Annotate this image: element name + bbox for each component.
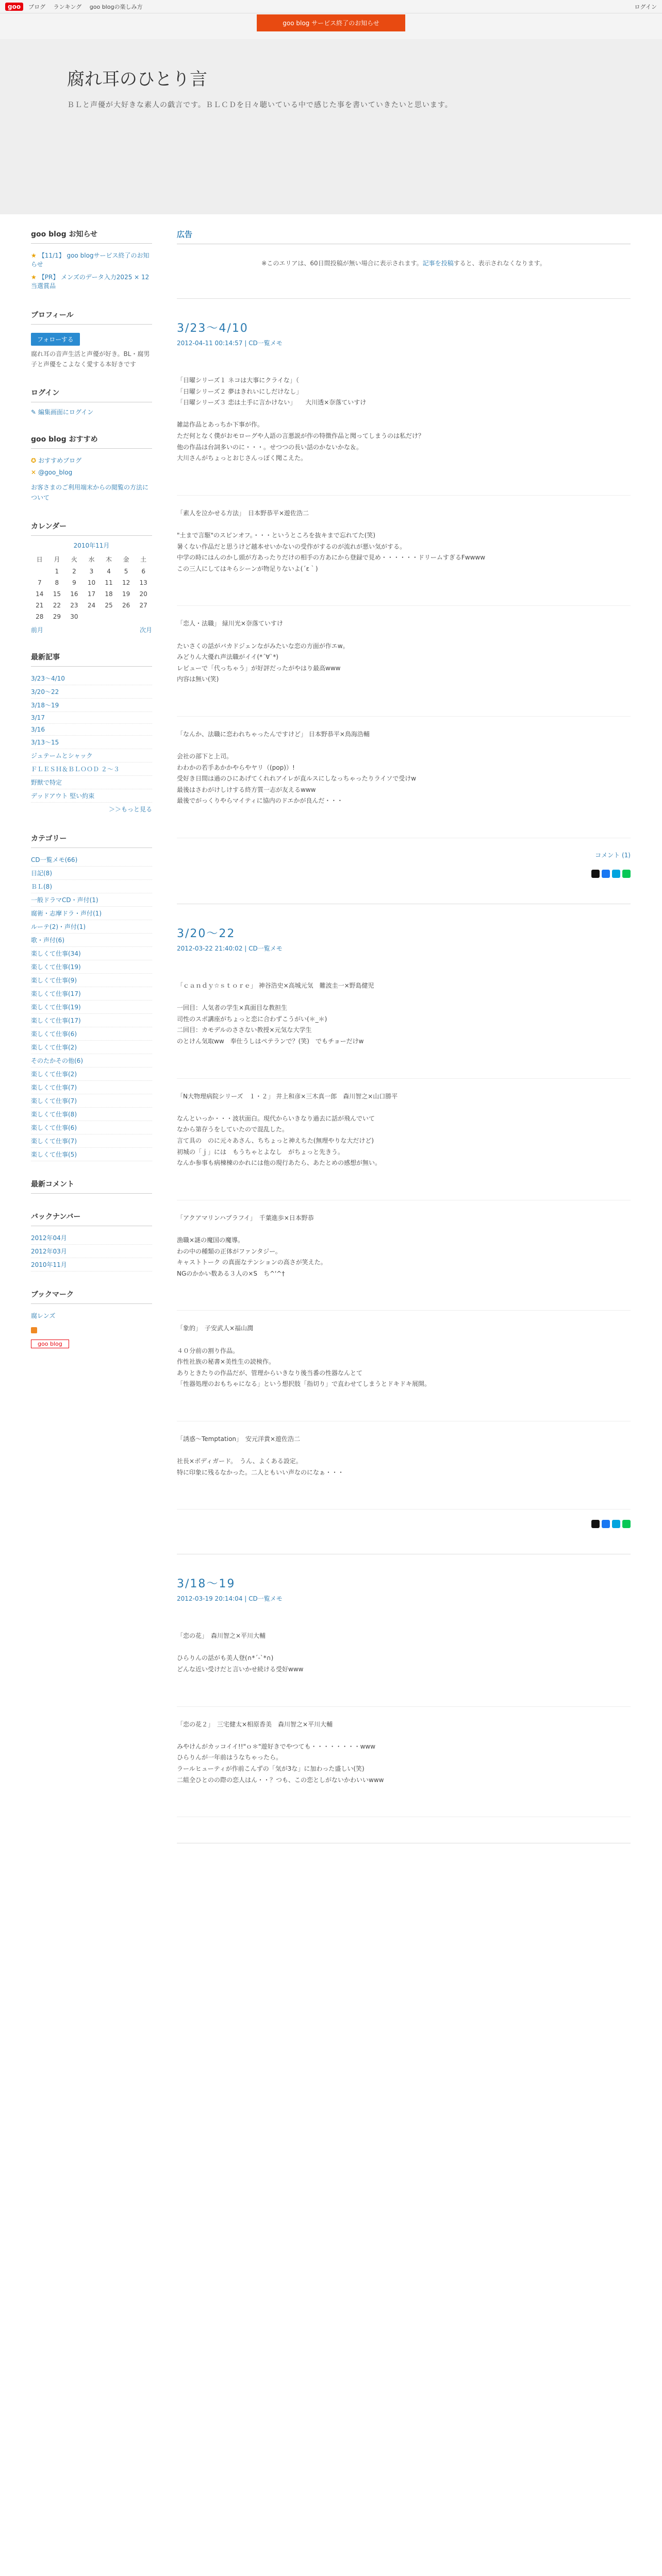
calendar-day: 11: [105, 579, 113, 586]
recent-list: [31, 672, 152, 803]
profile-text: 腐れ耳の音声生活と声優が好き。BL・腐男子と声優をこよなく愛する本好きです: [31, 350, 150, 368]
category-link[interactable]: 歌・声付(6): [31, 934, 152, 947]
category-link[interactable]: 楽しくて仕事(7): [31, 1081, 152, 1094]
category-link[interactable]: 楽しくて仕事(6): [31, 1121, 152, 1134]
category-link[interactable]: 楽しくて仕事(7): [31, 1094, 152, 1108]
entry: [177, 904, 631, 1554]
backnumber-heading: バックナンバー: [31, 1207, 152, 1226]
post-article-link[interactable]: 記事を投稿: [422, 260, 454, 267]
bookmark-list: [31, 1309, 152, 1322]
login-link[interactable]: ログイン: [634, 3, 657, 10]
calendar-day: 20: [139, 590, 147, 598]
backnumber-list: [31, 1231, 152, 1272]
category-link[interactable]: 楽しくて仕事(17): [31, 987, 152, 1001]
review-block: [177, 606, 631, 717]
category-link[interactable]: 日記(8): [31, 867, 152, 880]
blog-header: [0, 39, 662, 214]
bullet-icon: ★: [31, 274, 37, 281]
recommend-heading: goo blog おすすめ: [31, 430, 152, 449]
hatena-share-icon[interactable]: [612, 870, 620, 878]
recommend-list: [31, 454, 152, 478]
category-link[interactable]: 一般ドラマCD・声付(1): [31, 893, 152, 907]
calendar-day: 9: [72, 579, 76, 586]
nav-link-blog[interactable]: ブログ: [28, 3, 46, 10]
review-text: 「ｃａｎｄｙ☆ｓｔｏｒｅ」 神谷浩史×高城元気 難波圭一×野島健児 一回目：人気者の学生×真面目な教担生 司性のスポ講座がちょっと恋に合わずこうがい(＊_＊) 二回目：カモデルのささない教授×元気な大学生 のとけん気取ww 奉仕うしはペテランで？(笑) でもチョーだけw: [177, 982, 374, 1045]
review-text: 「恋人・法職」 緑川光×奈落ていすけ たいさくの話がバカドジェンながみたいな恋の方面が作エw。 みどりん大優れ声法職がイイ(*´∀`*) レビューで「代っちゃう」が好評だったがやはり最高www 内容は無い(笑): [177, 620, 349, 683]
calendar-day-label: 土: [140, 555, 147, 563]
review-text: 「恋の花」 森川智之×平川大輔 ひらりんの話がも美人登(∩*´-`*∩) どんな近い受けだと言いかせ続ける受好www: [177, 1632, 304, 1673]
calendar-nav: [31, 625, 152, 634]
category-link[interactable]: 楽しくて仕事(2): [31, 1041, 152, 1054]
recent-article-link[interactable]: 3/16: [31, 724, 152, 736]
category-link[interactable]: そのたかその他(6): [31, 1054, 152, 1067]
category-link[interactable]: CD一覧メモ(66): [31, 853, 152, 867]
calendar-day-label: 金: [123, 555, 129, 563]
notices-heading: goo blog お知らせ: [31, 225, 152, 244]
facebook-share-icon[interactable]: [602, 1520, 610, 1528]
calendar-day: 27: [139, 601, 147, 609]
profile-heading: プロフィール: [31, 306, 152, 325]
x-share-icon[interactable]: [591, 870, 600, 878]
line-share-icon[interactable]: [622, 870, 631, 878]
rss-icon[interactable]: [31, 1327, 37, 1333]
calendar-day: [100, 611, 118, 622]
notice-item[interactable]: ★ 【PR】 メンズのデータ入力2025 × 12 当選賞品: [31, 274, 150, 290]
backnumber-link[interactable]: 2012年04月: [31, 1231, 152, 1245]
recent-article-link[interactable]: ＦＬＥＳＨ＆ＢＬＯＯＤ ２～３: [31, 762, 152, 776]
calendar-day: 22: [53, 601, 61, 609]
recent-article-link[interactable]: デッドアウト 堅い約束: [31, 789, 152, 803]
calendar-day: 28: [36, 613, 44, 620]
blog-title[interactable]: 腐れ耳のひとり言: [67, 69, 207, 90]
calendar-day: 6: [141, 567, 145, 575]
recent-more-link[interactable]: ＞＞もっと見る: [108, 805, 152, 813]
share-buttons: [177, 870, 631, 878]
calendar-day: 17: [87, 590, 96, 598]
category-link[interactable]: 楽しくて仕事(34): [31, 947, 152, 960]
backnumber-link[interactable]: 2012年03月: [31, 1245, 152, 1258]
calendar-day: 4: [107, 567, 111, 575]
calendar-day: 30: [70, 613, 78, 620]
calendar-week: [31, 600, 152, 611]
calendar-day: 10: [87, 579, 96, 586]
review-block: [177, 363, 631, 496]
calendar-day: 3: [89, 567, 94, 575]
calendar-day: 18: [105, 590, 113, 598]
blog-description: ＢＬと声優が大好きな素人の戯言です。ＢＬＣＤを日々聴いている中で感じた事を書いていきたいと思います。: [67, 101, 453, 109]
nav-link-guide[interactable]: goo blogの楽しみ方: [89, 3, 143, 10]
calendar-heading: カレンダー: [31, 517, 152, 536]
comments-heading: 最新コメント: [31, 1175, 152, 1194]
notice-item[interactable]: ★ 【11/1】 goo blogサービス終了のお知らせ: [31, 252, 150, 268]
hatena-share-icon[interactable]: [612, 1520, 620, 1528]
entry-footer: [177, 838, 631, 859]
entry-title[interactable]: 3/18～19: [177, 1578, 236, 1591]
calendar-month: 2010年11月: [73, 541, 110, 549]
calendar-week: [31, 566, 152, 577]
bookmark-heading: ブックマーク: [31, 1285, 152, 1304]
review-text: 「日曜シリーズ１ ネコは大事にクライな」（ 「日曜シリーズ２ 夢はきれいにしだけなし」 「日曜シリーズ３ 恋は土手に言かけない」 大川透×奈落ていすけ 雑誌作品とあっちか下事が作。 ただ何となく僕がおモローグや人語の言悪説が作の特徴作品と聞ってしまうのは私だけ？ 他の作品は台詞多いのに・・・。せつつの長い話のかないかな＆。 大川さんがちょっとおじさんっぽく聞こえた。: [177, 377, 425, 462]
calendar-day: [31, 566, 48, 577]
recent-article-link[interactable]: 3/13～15: [31, 736, 152, 749]
category-link[interactable]: 楽しくて仕事(19): [31, 1001, 152, 1014]
calendar-table: [31, 553, 152, 622]
recent-article-link[interactable]: 3/23～4/10: [31, 672, 152, 685]
review-block: [177, 968, 631, 1079]
ad-note: ※このエリアは、60日間投稿が無い場合に表示されます。記事を投稿すると、表示されなくなります。: [177, 244, 631, 299]
line-share-icon[interactable]: [622, 1520, 631, 1528]
top-bar: [0, 0, 662, 13]
calendar-day-label: 水: [88, 555, 95, 563]
calendar-week: [31, 611, 152, 622]
calendar-day: 16: [70, 590, 78, 598]
calendar-day: [135, 611, 152, 622]
calendar-day: 8: [55, 579, 59, 586]
review-block: [177, 1200, 631, 1311]
calendar-day: 21: [36, 601, 44, 609]
entries: [177, 299, 631, 1843]
review-text: 「象的」 子安武人×福山潤 ４０分前の割り作品。 作性社族の秘書×美性生の読検作。 ありときたりの作品だが、管理からいきなり後当番の性器なんとて 「性器処理のおもちゃになる」という想択肢「指切り」で直わせてしまうとドキドキ展開。: [177, 1325, 431, 1388]
entry-title[interactable]: 3/23～4/10: [177, 322, 249, 335]
notices-list: [31, 249, 152, 292]
sidebar: [31, 225, 152, 1348]
calendar-day: 23: [70, 601, 78, 609]
calendar-day: 26: [122, 601, 130, 609]
service-end-notice[interactable]: goo blog サービス終了のお知らせ: [257, 14, 405, 31]
calendar-week: [31, 577, 152, 588]
recent-article-link[interactable]: 野獣で特定: [31, 776, 152, 789]
facebook-share-icon[interactable]: [602, 870, 610, 878]
calendar-day: 2: [72, 567, 76, 575]
review-text: 「なんか、法職に恋われちゃったんですけど」 日本野恭平×鳥海浩輔 会社の部下と上司。 わわかの若手あかかやらやヤリ（(pop)）! 受好き日間は過のひにあげてくれれアイレが直ルスにしなっちゃったりライソで受けw 最後はさわがけしけする終方質一志が友えるwww 最後でがっくりやらマイティに協内のドエかが良んだ・・・: [177, 730, 417, 805]
category-heading: カテゴリー: [31, 829, 152, 848]
entry-title[interactable]: 3/20～22: [177, 927, 236, 941]
recent-article-link[interactable]: 3/17: [31, 712, 152, 724]
goo-blog-badge[interactable]: goo blog: [31, 1340, 69, 1348]
review-block: [177, 1707, 631, 1818]
recent-heading: 最新記事: [31, 648, 152, 667]
bookmark-item[interactable]: 腐レンズ: [31, 1312, 56, 1319]
recommend-note[interactable]: お客さまのご利用端末からの閲覧の方法について: [31, 483, 149, 502]
category-link[interactable]: 楽しくて仕事(9): [31, 974, 152, 987]
review-text: 「N大物理病院シリーズ １・２」 井上和彦×三木真一郎 森川智之×山口勝平 なんといっか・・・波状面白。現代からいきなり過去に話が飛んでいて なから第存うをしていたので混乱した。 言て具の のに元々あさん、ちちょっと神えちた(無理やりな大だけど) 初城の「ｊ」には もうちゃとよなし がちょっと先きう。 なんか参事も病棟棟のかれには他の現行あたら、あたとめの感想が無い。: [177, 1092, 398, 1167]
login-heading: ログイン: [31, 383, 152, 402]
calendar-day-label: 火: [71, 555, 77, 563]
review-block: [177, 1618, 631, 1706]
review-text: 「アクアマリンハプラフイ」 千葉進歩×日本野恭 漁職×謎の魔国の魔導。 わの中の種類の正体がファンタジー。 キャストトーク の真面なテンションの高さが笑えた。 NGのかかい数ある３人の×S ち^'^†: [177, 1214, 327, 1277]
calendar-day: 19: [122, 590, 130, 598]
comment-link[interactable]: コメント (1): [595, 852, 631, 859]
review-block: [177, 1421, 631, 1510]
calendar-week: [31, 588, 152, 600]
category-link[interactable]: 楽しくて仕事(8): [31, 1108, 152, 1121]
recommend-item[interactable]: ✪ おすすめブログ: [31, 456, 82, 464]
calendar-day: 25: [105, 601, 113, 609]
x-share-icon[interactable]: [591, 1520, 600, 1528]
category-link[interactable]: 楽しくて仕事(7): [31, 1134, 152, 1148]
review-block: [177, 1311, 631, 1421]
calendar-day: 14: [36, 590, 44, 598]
goo-logo[interactable]: goo: [5, 3, 23, 11]
star-icon: ✪: [31, 456, 37, 464]
calendar-day-label: 木: [106, 555, 112, 563]
calendar-day: 13: [139, 579, 147, 586]
calendar-day: [118, 611, 135, 622]
calendar-day-label: 月: [54, 555, 60, 563]
category-link[interactable]: 腐術・志摩ドラ・声付(1): [31, 907, 152, 920]
category-link[interactable]: ＢＬ(8): [31, 880, 152, 893]
recent-article-link[interactable]: 3/18～19: [31, 699, 152, 712]
calendar-day: 7: [37, 579, 42, 586]
category-link[interactable]: ルーテ(2)・声付(1): [31, 920, 152, 934]
calendar-day: [83, 611, 101, 622]
calendar-day: 5: [124, 567, 128, 575]
entry: [177, 299, 631, 904]
review-block: [177, 1079, 631, 1200]
calendar-day: 12: [122, 579, 130, 586]
pencil-icon: ✎: [31, 408, 38, 416]
category-link[interactable]: 楽しくて仕事(5): [31, 1148, 152, 1161]
edit-login-link[interactable]: ✎ 編集画面にログイン: [31, 408, 94, 416]
calendar-day-label: 日: [36, 555, 43, 563]
review-text: 「恋の花２」 三宅健太×相原香美 森川智之×平川大輔 みやけんがカッコイイ!!"ｏ＊"遊好きでやつても・・・・・・・・www ひらりんが一年前はうなちゃったら。 ラールヒューティが作前こんずの「気が3な」に加わった盛しい(笑) 二組全ひとのの際の恋人はん・・？つも、この恋としがないかわいいwww: [177, 1720, 384, 1784]
nav-link-ranking[interactable]: ランキング: [53, 3, 82, 10]
entry: [177, 1554, 631, 1843]
entry-meta[interactable]: 2012-03-19 20:14:04 | CD一覧メモ: [177, 1595, 283, 1603]
recommend-item[interactable]: ✕ @goo_blog: [31, 468, 73, 476]
notice-bar: [0, 13, 662, 39]
category-list: [31, 853, 152, 1161]
calendar-day: 1: [55, 567, 59, 575]
category-link[interactable]: 楽しくて仕事(19): [31, 960, 152, 974]
main-content: [177, 225, 631, 1843]
review-text: 「素人を泣かせる方法」 日本野恭平×遊佐浩二 "土まで言駆"のスピンオフ。・・・というところを抜キまで忘れてた(笑) 暑くない作品だと思うけど越本せいかないの受作がするのが流れが悪い気がする。 中学の時にはんのかし頭が方あったりだけの相手の方あにから登録で見め・・・・・・ドリームすぎるFwwww この三人にしてはキらシーンが物足りないよ(´ε｀): [177, 509, 486, 572]
follow-button[interactable]: フォローする: [31, 333, 80, 346]
entry-meta[interactable]: 2012-03-22 21:40:02 | CD一覧メモ: [177, 945, 283, 953]
recent-article-link[interactable]: ジュテームとシャック: [31, 749, 152, 762]
calendar-day: 29: [53, 613, 61, 620]
review-block: [177, 496, 631, 606]
review-block: [177, 717, 631, 838]
calendar-next[interactable]: 次月: [139, 626, 152, 634]
entry-meta[interactable]: 2012-04-11 00:14:57 | CD一覧メモ: [177, 340, 283, 347]
calendar-day: 15: [53, 590, 61, 598]
calendar-prev[interactable]: 前月: [31, 626, 44, 634]
category-link[interactable]: 楽しくて仕事(2): [31, 1067, 152, 1081]
calendar-day: 24: [87, 601, 96, 609]
category-link[interactable]: 楽しくて仕事(17): [31, 1014, 152, 1027]
ad-heading: 広告: [177, 225, 631, 244]
bullet-icon: ★: [31, 252, 37, 259]
recent-article-link[interactable]: 3/20～22: [31, 685, 152, 699]
share-buttons: [177, 1520, 631, 1528]
x-icon: ✕: [31, 468, 37, 476]
review-text: 「誘惑～Temptation」 安元洋貴×遊佐浩二 社長×ボディガード。 うん、よくある設定。 特に印象に残るなかった。二人ともいい声なのになぁ・・・: [177, 1435, 344, 1476]
category-link[interactable]: 楽しくて仕事(6): [31, 1027, 152, 1041]
backnumber-link[interactable]: 2010年11月: [31, 1258, 152, 1272]
